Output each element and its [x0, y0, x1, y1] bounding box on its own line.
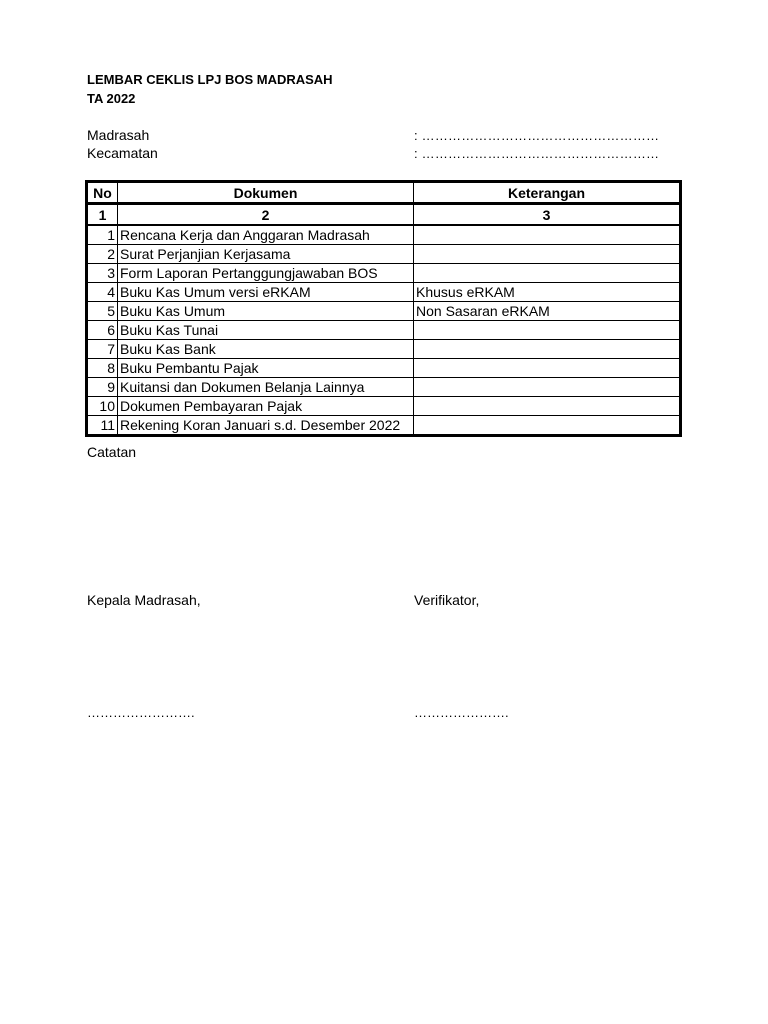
- document-title: LEMBAR CEKLIS LPJ BOS MADRASAH: [87, 72, 333, 87]
- row-number: 1: [87, 225, 118, 245]
- header-keterangan: Keterangan: [414, 182, 681, 204]
- checklist-table: [85, 180, 682, 437]
- row-dokumen: Buku Kas Umum: [118, 302, 414, 321]
- signature-right-title: Verifikator,: [414, 592, 480, 608]
- madrasah-label: Madrasah: [87, 127, 150, 143]
- row-dokumen: Form Laporan Pertanggungjawaban BOS: [118, 264, 414, 283]
- table-row: [87, 359, 681, 378]
- column-number-2: 2: [118, 204, 414, 226]
- row-dokumen: Buku Kas Bank: [118, 340, 414, 359]
- table-row: [87, 340, 681, 359]
- notes-label: Catatan: [87, 444, 137, 460]
- row-keterangan: Non Sasaran eRKAM: [414, 302, 681, 321]
- header-dokumen: Dokumen: [118, 182, 414, 204]
- table-row: [87, 264, 681, 283]
- row-number: 9: [87, 378, 118, 397]
- row-number: 2: [87, 245, 118, 264]
- row-keterangan: [414, 378, 681, 397]
- table-row: [87, 416, 681, 436]
- table-row: [87, 245, 681, 264]
- row-keterangan: [414, 321, 681, 340]
- table-row: [87, 302, 681, 321]
- table-row: [87, 283, 681, 302]
- row-dokumen: Buku Kas Umum versi eRKAM: [118, 283, 414, 302]
- row-keterangan: [414, 264, 681, 283]
- row-keterangan: [414, 416, 681, 436]
- row-number: 10: [87, 397, 118, 416]
- row-keterangan: [414, 359, 681, 378]
- row-number: 3: [87, 264, 118, 283]
- row-number: 6: [87, 321, 118, 340]
- document-year: TA 2022: [87, 91, 136, 106]
- row-keterangan: [414, 397, 681, 416]
- row-number: 7: [87, 340, 118, 359]
- row-keterangan: [414, 225, 681, 245]
- signature-right-line: ………………….: [414, 705, 509, 720]
- signature-left-line: …………………….: [87, 705, 195, 720]
- header-no: No: [87, 182, 118, 204]
- kecamatan-value: : ………………………………………………: [414, 146, 660, 161]
- row-keterangan: Khusus eRKAM: [414, 283, 681, 302]
- table-row: [87, 397, 681, 416]
- row-number: 5: [87, 302, 118, 321]
- table-row: [87, 378, 681, 397]
- kecamatan-label: Kecamatan: [87, 145, 158, 161]
- row-number: 11: [87, 416, 118, 436]
- table-header-row: [87, 182, 681, 204]
- row-dokumen: Buku Kas Tunai: [118, 321, 414, 340]
- table-row: [87, 225, 681, 245]
- row-keterangan: [414, 340, 681, 359]
- column-number-row: [87, 204, 681, 226]
- row-dokumen: Buku Pembantu Pajak: [118, 359, 414, 378]
- madrasah-value: : ………………………………………………: [414, 128, 660, 143]
- row-dokumen: Dokumen Pembayaran Pajak: [118, 397, 414, 416]
- row-number: 8: [87, 359, 118, 378]
- table-row: [87, 321, 681, 340]
- row-dokumen: Rekening Koran Januari s.d. Desember 2022: [118, 416, 414, 436]
- row-dokumen: Kuitansi dan Dokumen Belanja Lainnya: [118, 378, 414, 397]
- row-keterangan: [414, 245, 681, 264]
- row-number: 4: [87, 283, 118, 302]
- row-dokumen: Rencana Kerja dan Anggaran Madrasah: [118, 225, 414, 245]
- column-number-3: 3: [414, 204, 681, 226]
- signature-left-title: Kepala Madrasah,: [87, 592, 201, 608]
- row-dokumen: Surat Perjanjian Kerjasama: [118, 245, 414, 264]
- column-number-1: 1: [87, 204, 118, 226]
